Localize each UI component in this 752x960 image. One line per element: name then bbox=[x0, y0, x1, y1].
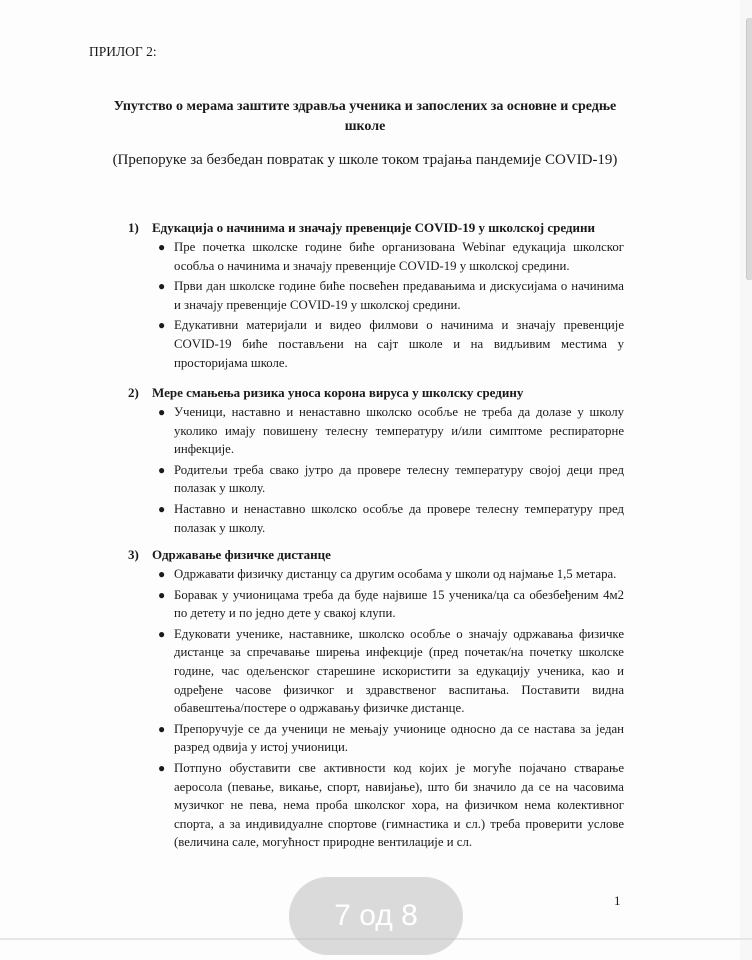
section-heading bbox=[128, 384, 624, 401]
list-item: ● Потпуно обуставити све активности код којих је могуће појачано стварање аеросола (певање, викање, спорт, навијање), што би значило да се на часовима музичког не пева, нема проба школског хора, на физичком нема колективног спорта, а за индивидуалне спортове (гимнастика и сл.) треба проверити услове (величина сале, могућност природне вентилације и сл. bbox=[158, 760, 624, 850]
list-item: ● Први дан школске године биће посвећен предавањима и дискусијама о начинима и значају превенције COVID-19 у школској средини. bbox=[158, 279, 624, 312]
list-item: ● Пре почетка школске године биће организована Webinar едукација школског особља о начинима и значају превенције COVID-19 у школској средини. bbox=[158, 240, 624, 273]
list-item: ● Одржавати физичку дистанцу са другим особама у школи од најмање 1,5 метара. bbox=[128, 565, 624, 584]
section-title: Мере смањења ризика уноса корона вируса у школску средину bbox=[152, 385, 524, 400]
section-2 bbox=[128, 384, 624, 539]
bullet-icon: ● bbox=[158, 462, 166, 477]
bullet-icon: ● bbox=[158, 626, 166, 641]
section-title: Едукација о начинима и значају превенције COVID-19 у школској средини bbox=[152, 220, 595, 235]
section-heading bbox=[128, 219, 624, 236]
section-number: 3) bbox=[128, 547, 139, 562]
bullet-icon: ● bbox=[158, 405, 166, 419]
section-number: 1) bbox=[128, 220, 139, 235]
scrollbar-thumb[interactable] bbox=[746, 18, 752, 280]
section-heading bbox=[128, 546, 624, 563]
annex-label: ПРИЛОГ 2: bbox=[89, 44, 157, 59]
bullet-icon: ● bbox=[158, 587, 166, 602]
list-item: ● Едуковати ученике, наставнике, школско особље о значају одржавања физичке дистанце за спречавање ширења инфекције (пред почетак/на почетку школске године, час одељенског старешине искористити за едукацију ученика, као и одређене часове физичког и здравственог васпитања. Поставити видна обавештења/постере о одржавању физичке дистанце. bbox=[158, 626, 624, 716]
list-item: ● Препоручује се да ученици не мењају учионице односно да се настава за један разред одвија у истој учионици. bbox=[158, 721, 624, 755]
bullet-icon: ● bbox=[158, 567, 166, 581]
page-number: 1 bbox=[614, 893, 621, 908]
list-item: ● Едукативни материјали и видео филмови о начинима и значају превенције COVID-19 биће постављени на сајт школе и на видљивим местима у просторијама школе. bbox=[158, 318, 624, 370]
bullet-icon: ● bbox=[158, 318, 166, 333]
bullet-icon: ● bbox=[158, 721, 166, 736]
list-item: ● Ученици, наставно и ненаставно школско особље не треба да долазе у школу уколико имају повишену телесну температуру и/или симптоме респираторне инфекције. bbox=[158, 405, 624, 457]
bullet-icon: ● bbox=[158, 501, 166, 516]
bullet-icon: ● bbox=[158, 279, 166, 294]
list-item: ● Боравак у учионицама треба да буде највише 15 ученика/ца са обезбеђеним 4м2 по детету и по једно дете у свакој клупи. bbox=[158, 587, 624, 621]
section-3 bbox=[128, 546, 624, 854]
bullet-icon: ● bbox=[158, 240, 166, 254]
bullet-icon: ● bbox=[158, 760, 166, 775]
document-subtitle: (Препоруке за безбедан повратак у школе током трајања пандемије COVID-19) bbox=[112, 152, 618, 168]
list-item: ● Родитељи треба свако јутро да провере телесну температуру својој деци пред полазак у школу. bbox=[158, 462, 624, 496]
section-1 bbox=[128, 219, 624, 374]
page-indicator: 7 од 8 bbox=[289, 877, 463, 955]
list-item: ● Наставно и ненаставно школско особље да провере телесну температуру пред полазак у школу. bbox=[158, 501, 624, 535]
section-title: Одржавање физичке дистанце bbox=[152, 547, 331, 562]
document-title: Упутство о мерама заштите здравља ученика и запослених за основне и средње школе bbox=[113, 99, 617, 134]
section-number: 2) bbox=[128, 385, 139, 400]
